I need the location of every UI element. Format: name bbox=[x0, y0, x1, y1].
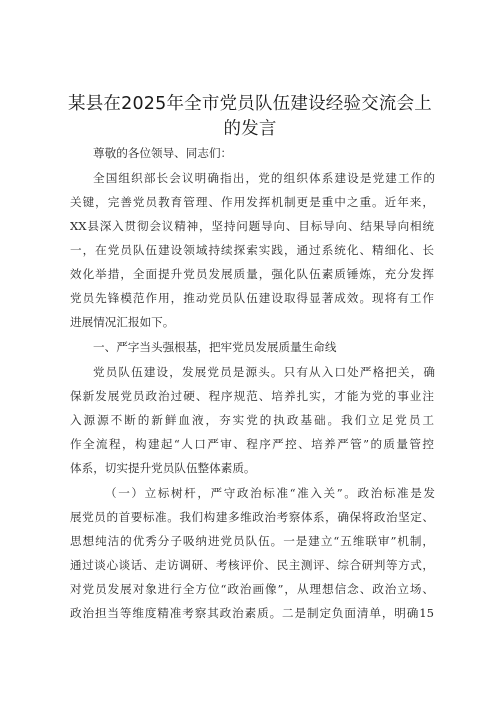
paragraph-1-line-7: 进展情况汇报如下。 bbox=[70, 315, 175, 329]
paragraph-2-line-5: 体系，切实提升党员队伍整体素质。 bbox=[70, 461, 256, 475]
paragraph-1-line-1: 全国组织部长会议明确指出，党的组织体系建设是党建工作的 bbox=[93, 171, 435, 185]
paragraph-2-line-1: 党员队伍建设，发展党员是源头。只有从入口处严格把关，确 bbox=[93, 365, 435, 379]
section-heading-1: 一、严字当头强根基，把牢党员发展质量生命线 bbox=[93, 340, 337, 354]
paragraph-3-line-4: 通过谈心谈话、走访调研、考核评价、民主测评、综合研判等方式， bbox=[70, 558, 434, 572]
paragraph-1-line-3: XX县深入贯彻会议精神，坚持问题导向、目标导向、结果导向相统 bbox=[70, 219, 434, 233]
paragraph-2-line-3: 入源源不断的新鲜血液，夯实党的执政基础。我们立足党员工 bbox=[70, 413, 434, 427]
paragraph-3-line-1: （一）立标树杆，严守政治标准“准入关”。政治标准是发 bbox=[105, 486, 435, 500]
paragraph-1-line-4: 一，在党员队伍建设领域持续探索实践，通过系统化、精细化、长 bbox=[70, 243, 434, 257]
paragraph-3-line-6: 政治担当等维度精准考察其政治素质。二是制定负面清单，明确15 bbox=[70, 606, 434, 620]
document-title-line-1: 某县在2025年全市党员队伍建设经验交流会上 bbox=[68, 94, 432, 114]
paragraph-1-line-2: 关键，完善党员教育管理、作用发挥机制更是重中之重。近年来， bbox=[70, 195, 434, 209]
greeting: 尊敬的各位领导、同志们： bbox=[93, 146, 233, 160]
paragraph-1-line-5: 效化举措，全面提升党员发展质量，强化队伍素质锤炼，充分发挥 bbox=[70, 267, 434, 281]
paragraph-3-line-3: 思想纯洁的优秀分子吸纳进党员队伍。一是建立“五维联审”机制， bbox=[70, 534, 434, 548]
paragraph-3-line-5: 对党员发展对象进行全方位“政治画像”，从理想信念、政治立场、 bbox=[70, 582, 434, 596]
document-title-line-2: 的发言 bbox=[223, 119, 277, 139]
paragraph-1-line-6: 党员先锋模范作用，推动党员队伍建设取得显著成效。现将有工作 bbox=[70, 291, 434, 305]
paragraph-2-line-4: 作全流程，构建起“人口严审、程序严控、培养严管”的质量管控 bbox=[70, 437, 434, 451]
paragraph-2-line-2: 保新发展党员政治过硬、程序规范、培养扎实，才能为党的事业注 bbox=[70, 389, 434, 403]
paragraph-3-line-2: 展党员的首要标准。我们构建多维政治考察体系，确保将政治坚定、 bbox=[70, 510, 434, 524]
